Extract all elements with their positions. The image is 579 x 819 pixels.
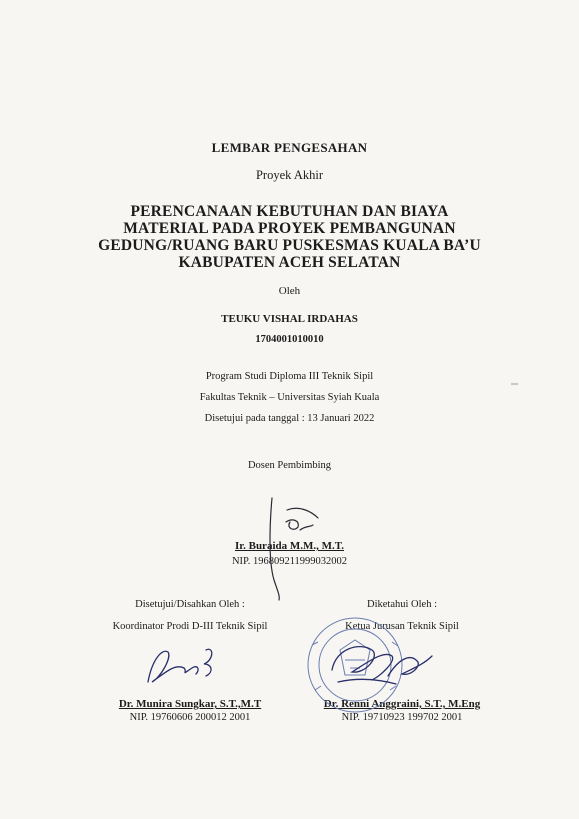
right-approver-nip: NIP. 19710923 199702 2001 (341, 712, 463, 723)
faculty: Fakultas Teknik – Universitas Syiah Kuala (199, 392, 380, 403)
approval-date: Disetujui pada tanggal : 13 Januari 2022 (204, 413, 375, 424)
document-type: Proyek Akhir (255, 168, 323, 182)
student-name: TEUKU VISHAL IRDAHAS (221, 313, 358, 325)
title-line: PERENCANAAN KEBUTUHAN DAN BIAYA (130, 203, 449, 220)
right-approval-label: Diketahui Oleh : (367, 599, 437, 610)
advisor-label: Dosen Pembimbing (247, 460, 332, 471)
title-line: KABUPATEN ACEH SELATAN (178, 254, 401, 271)
by-label: Oleh (278, 285, 301, 297)
right-signature (332, 647, 432, 684)
left-approval-label: Disetujui/Disahkan Oleh : (135, 599, 245, 610)
left-approver-role: Koordinator Prodi D-III Teknik Sipil (112, 621, 268, 632)
advisor-nip: NIP. 196809211999032002 (231, 556, 348, 567)
right-approver-role: Ketua Jurusan Teknik Sipil (345, 621, 459, 632)
left-approver-name: Dr. Munira Sungkar, S.T.,M.T (118, 698, 262, 710)
advisor-name: Ir. Buraida M.M., M.T. (234, 540, 345, 552)
study-program: Program Studi Diploma III Teknik Sipil (205, 371, 374, 382)
student-nim: 1704001010010 (255, 334, 324, 345)
advisor-signature (270, 498, 318, 600)
left-approver-nip: NIP. 19760606 200012 2001 (129, 712, 251, 723)
right-approver-name: Dr. Renni Anggraini, S.T., M.Eng (323, 698, 481, 710)
left-signature (148, 649, 212, 682)
page-heading: LEMBAR PENGESAHAN (211, 140, 368, 155)
title-line: GEDUNG/RUANG BARU PUSKESMAS KUALA BA’U (98, 237, 481, 254)
university-seal-stamp (308, 618, 402, 712)
title-line: MATERIAL PADA PROYEK PEMBANGUNAN (123, 220, 456, 237)
